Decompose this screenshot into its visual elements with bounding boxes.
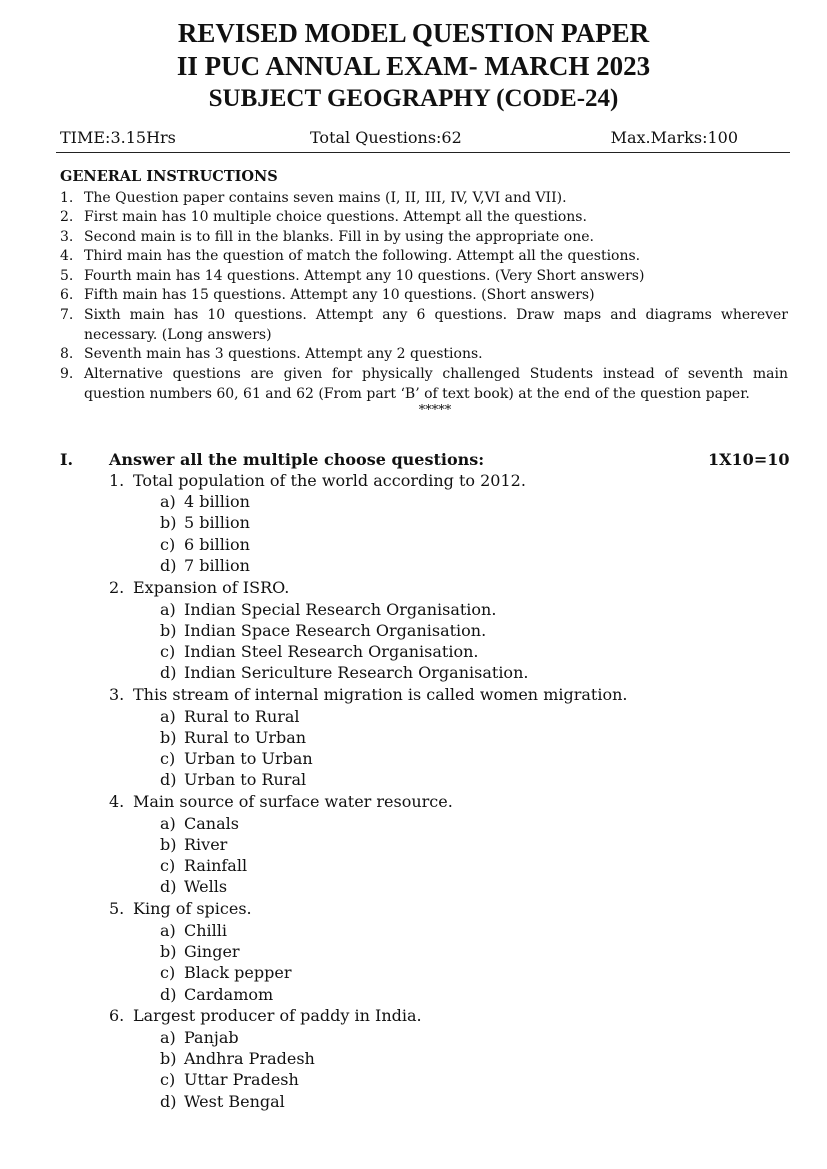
- option-letter: a): [160, 600, 176, 619]
- option-letter: a): [160, 814, 176, 833]
- exam-time: TIME:3.15Hrs: [60, 128, 176, 147]
- instruction-text: Third main has the question of match the following. Attempt all the questions.: [84, 248, 641, 264]
- option-letter: c): [160, 1070, 176, 1089]
- option-letter: b): [160, 835, 177, 854]
- option-item: [160, 877, 227, 896]
- option-letter: c): [160, 642, 176, 661]
- option-letter: d): [160, 770, 177, 789]
- instruction-text: The Question paper contains seven mains (I, II, III, IV, V,VI and VII).: [84, 190, 567, 206]
- instruction-item: [60, 286, 788, 306]
- option-item: [160, 728, 306, 747]
- option-letter: c): [160, 963, 176, 982]
- instruction-number: 2.: [60, 209, 74, 225]
- option-text: Andhra Pradesh: [184, 1049, 315, 1068]
- option-text: 4 billion: [184, 492, 250, 511]
- instruction-item: [60, 306, 788, 345]
- option-letter: a): [160, 707, 176, 726]
- option-text: Indian Sericulture Research Organisation.: [184, 663, 529, 682]
- option-text: Urban to Urban: [184, 749, 313, 768]
- instruction-number: 9.: [60, 366, 74, 382]
- option-text: Cardamom: [184, 985, 274, 1004]
- instruction-number: 7.: [60, 307, 74, 323]
- instruction-text: Second main is to fill in the blanks. Fill in by using the appropriate one.: [84, 229, 594, 245]
- question-number: 4.: [109, 792, 125, 811]
- option-item: [160, 556, 250, 575]
- question-item: [109, 792, 453, 811]
- option-text: Ginger: [184, 942, 240, 961]
- option-text: Indian Special Research Organisation.: [184, 600, 497, 619]
- option-text: Canals: [184, 814, 239, 833]
- option-letter: a): [160, 1028, 176, 1047]
- option-letter: c): [160, 749, 176, 768]
- question-text: Largest producer of paddy in India.: [133, 1006, 422, 1025]
- option-letter: d): [160, 985, 177, 1004]
- option-text: Rainfall: [184, 856, 248, 875]
- option-text: Indian Space Research Organisation.: [184, 621, 487, 640]
- instruction-text: Seventh main has 3 questions. Attempt any 2 questions.: [84, 346, 483, 362]
- total-questions: Total Questions:62: [310, 128, 462, 147]
- instruction-item: [60, 208, 788, 228]
- section-marks: 1X10=10: [708, 450, 790, 469]
- instruction-text: Sixth main has 10 questions. Attempt any 6 questions. Draw maps and diagrams wherever necessary. (Long answers): [84, 307, 788, 343]
- instruction-number: 5.: [60, 268, 74, 284]
- option-letter: a): [160, 921, 176, 940]
- instruction-item: [60, 365, 788, 404]
- instruction-number: 1.: [60, 190, 74, 206]
- option-text: 7 billion: [184, 556, 250, 575]
- option-item: [160, 835, 227, 854]
- option-text: 6 billion: [184, 535, 250, 554]
- option-item: [160, 707, 300, 726]
- instruction-item: [60, 228, 788, 248]
- option-letter: d): [160, 663, 177, 682]
- exam-meta-row: [60, 128, 790, 150]
- option-item: [160, 600, 496, 619]
- header-divider: [56, 152, 790, 153]
- option-item: [160, 1092, 285, 1111]
- paper-title: REVISED MODEL QUESTION PAPER: [177, 18, 650, 48]
- section-number: I.: [60, 450, 74, 469]
- question-number: 2.: [109, 578, 125, 597]
- option-letter: c): [160, 856, 176, 875]
- option-text: Rural to Urban: [184, 728, 307, 747]
- option-text: West Bengal: [184, 1092, 285, 1111]
- option-letter: c): [160, 535, 176, 554]
- instruction-number: 8.: [60, 346, 74, 362]
- instruction-number: 4.: [60, 248, 74, 264]
- option-letter: b): [160, 513, 177, 532]
- option-text: Rural to Rural: [184, 707, 300, 726]
- question-text: King of spices.: [133, 899, 252, 918]
- option-text: Wells: [184, 877, 228, 896]
- option-item: [160, 1028, 239, 1047]
- question-number: 6.: [109, 1006, 125, 1025]
- option-text: Black pepper: [184, 963, 292, 982]
- instruction-number: 3.: [60, 229, 74, 245]
- question-item: [109, 685, 627, 704]
- option-letter: b): [160, 621, 177, 640]
- instruction-item: [60, 189, 788, 209]
- option-item: [160, 856, 247, 875]
- option-letter: d): [160, 877, 177, 896]
- option-item: [160, 1049, 315, 1068]
- question-number: 1.: [109, 471, 125, 490]
- option-item: [160, 749, 313, 768]
- option-item: [160, 642, 478, 661]
- instruction-item: [60, 267, 788, 287]
- question-text: Total population of the world according to 2012.: [133, 471, 526, 490]
- option-item: [160, 513, 250, 532]
- option-text: Urban to Rural: [184, 770, 307, 789]
- question-item: [109, 899, 252, 918]
- question-number: 3.: [109, 685, 125, 704]
- option-text: River: [184, 835, 228, 854]
- option-item: [160, 942, 240, 961]
- instruction-item: [60, 247, 788, 267]
- option-item: [160, 921, 227, 940]
- question-item: [109, 578, 289, 597]
- option-item: [160, 770, 306, 789]
- option-item: [160, 963, 291, 982]
- separator-stars: *****: [418, 403, 452, 418]
- question-text: Expansion of ISRO.: [133, 578, 290, 597]
- max-marks: Max.Marks:100: [610, 128, 738, 147]
- instruction-item: [60, 345, 788, 365]
- option-item: [160, 985, 273, 1004]
- option-text: 5 billion: [184, 513, 250, 532]
- option-letter: b): [160, 728, 177, 747]
- exam-title: II PUC ANNUAL EXAM- MARCH 2023: [176, 51, 651, 81]
- option-letter: d): [160, 556, 177, 575]
- instruction-text: Fourth main has 14 questions. Attempt any 10 questions. (Very Short answers): [84, 268, 645, 284]
- option-item: [160, 621, 486, 640]
- subject-title: SUBJECT GEOGRAPHY (CODE-24): [208, 85, 619, 112]
- option-item: [160, 1070, 299, 1089]
- option-item: [160, 535, 250, 554]
- instruction-text: Alternative questions are given for physically challenged Students instead of seventh main question numbers 60, 61 and 62 (From part ‘B’ of text book) at the end of the question paper.: [84, 366, 788, 402]
- option-letter: b): [160, 1049, 177, 1068]
- option-letter: b): [160, 942, 177, 961]
- instruction-text: Fifth main has 15 questions. Attempt any 10 questions. (Short answers): [84, 287, 595, 303]
- option-text: Chilli: [184, 921, 228, 940]
- option-item: [160, 492, 250, 511]
- option-item: [160, 663, 528, 682]
- instructions-heading: GENERAL INSTRUCTIONS: [60, 168, 278, 185]
- question-text: This stream of internal migration is called women migration.: [133, 685, 628, 704]
- question-item: [109, 1006, 422, 1025]
- option-text: Indian Steel Research Organisation.: [184, 642, 479, 661]
- section-title: Answer all the multiple choose questions:: [109, 450, 485, 469]
- option-letter: a): [160, 492, 176, 511]
- question-text: Main source of surface water resource.: [133, 792, 453, 811]
- instruction-text: First main has 10 multiple choice questions. Attempt all the questions.: [84, 209, 587, 225]
- instruction-number: 6.: [60, 287, 74, 303]
- option-letter: d): [160, 1092, 177, 1111]
- question-number: 5.: [109, 899, 125, 918]
- option-item: [160, 814, 239, 833]
- option-text: Uttar Pradesh: [184, 1070, 299, 1089]
- question-item: [109, 471, 526, 490]
- option-text: Panjab: [184, 1028, 239, 1047]
